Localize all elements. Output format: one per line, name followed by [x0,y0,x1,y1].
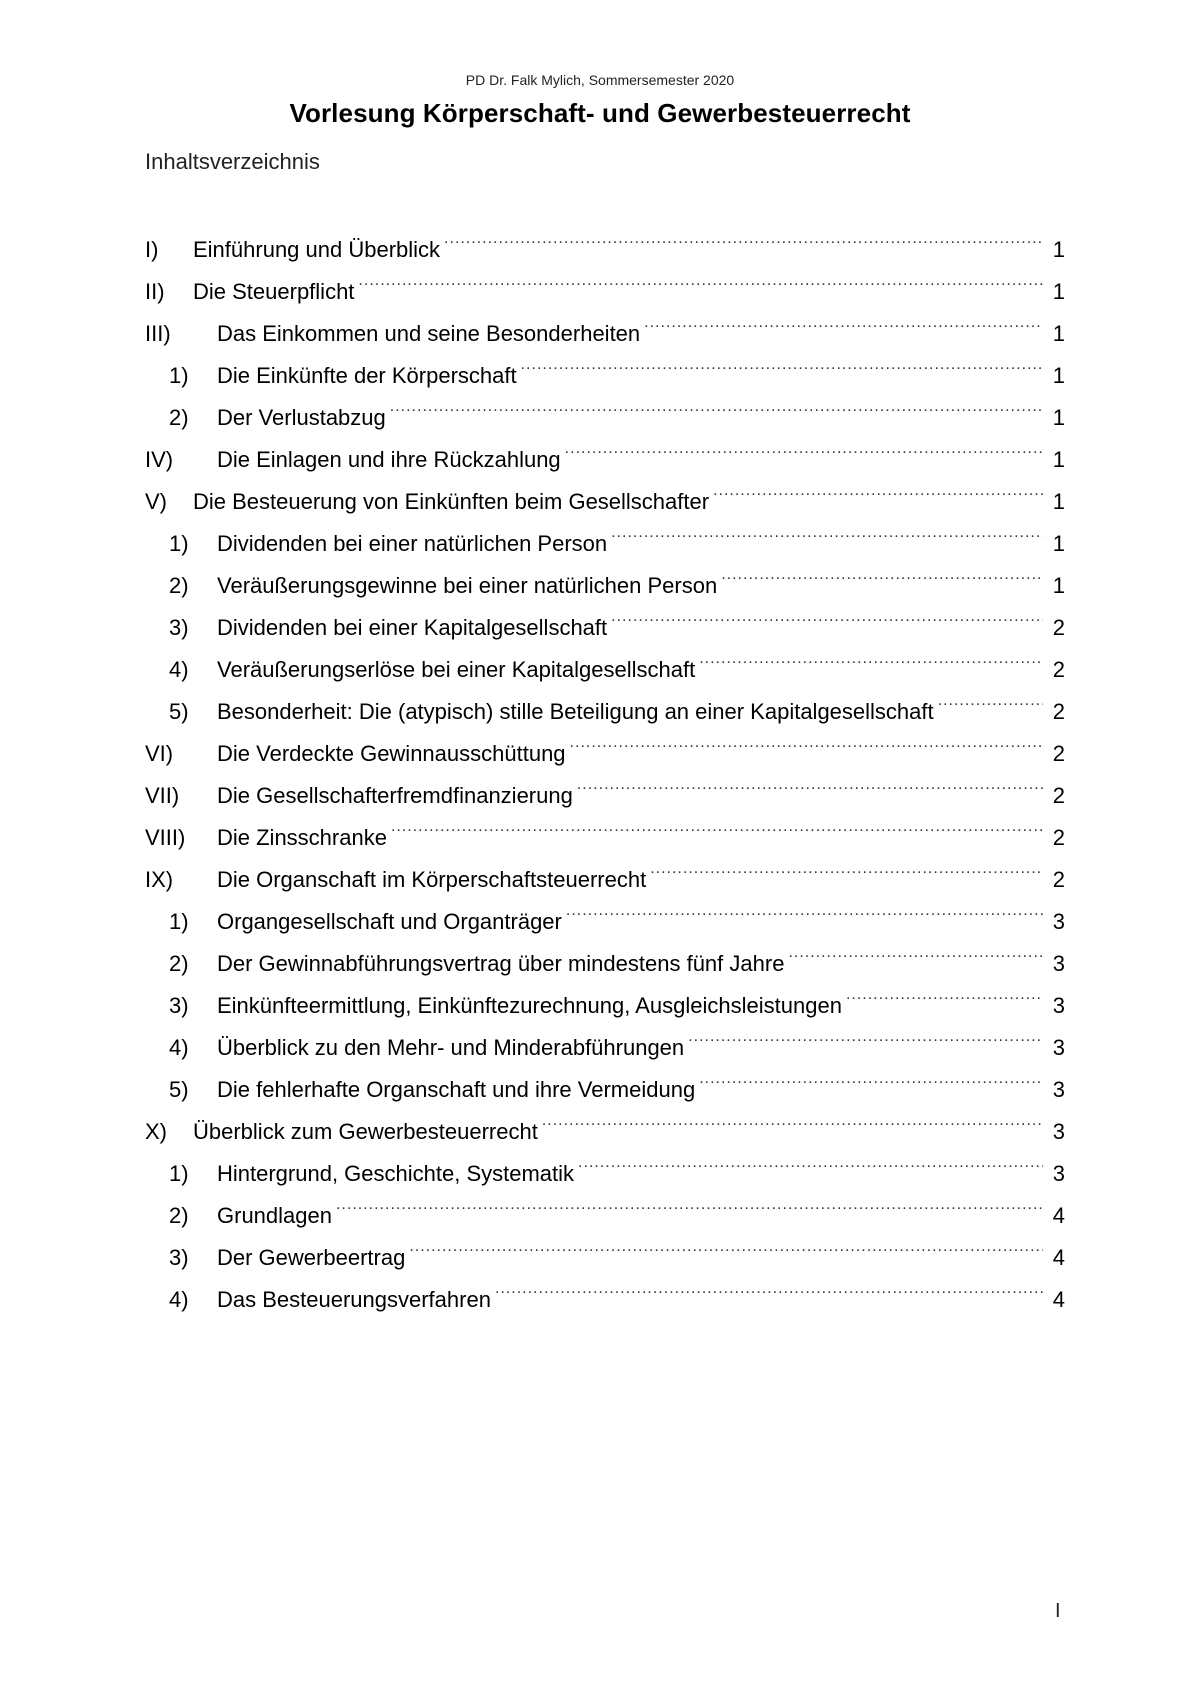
toc-dot-leader [336,1195,1043,1223]
toc-dot-leader [358,271,1043,299]
toc-entry-page: 3 [1052,951,1065,976]
toc-entry-number: 1) [169,909,189,934]
toc-dot-leader [721,565,1043,593]
toc-entry-title: Dividenden bei einer natürlichen Person [217,531,608,556]
toc-entry[interactable] [145,355,1065,397]
toc-entry-title: Einführung und Überblick [193,237,441,262]
toc-entry[interactable] [145,607,1065,649]
toc-dot-leader [444,229,1043,257]
toc-entry-title: Die Organschaft im Körperschaftsteuerrecht [217,867,647,892]
toc-entry-page: 4 [1052,1287,1065,1312]
toc-entry-number: VII) [145,783,180,808]
document-title: Vorlesung Körperschaft- und Gewerbesteuerrecht [289,98,911,128]
toc-dot-leader [699,1069,1043,1097]
toc-entry[interactable] [145,565,1065,607]
toc-entry-title: Die Einlagen und ihre Rückzahlung [217,447,561,472]
toc-entry[interactable] [145,775,1065,817]
toc-dot-leader [611,607,1043,635]
toc-entry-number: 3) [169,1245,189,1270]
toc-entry-number: 1) [169,363,189,388]
toc-entry-title: Veräußerungsgewinne bei einer natürlichen Person [217,573,718,598]
toc-entry-page: 3 [1052,1035,1065,1060]
toc-entry-number: 2) [169,573,189,598]
toc-entry-title: Die Zinsschranke [217,825,387,850]
toc-entry-page: 2 [1052,615,1065,640]
toc-entry-page: 2 [1052,867,1065,892]
toc-entry-number: 4) [169,1287,189,1312]
toc-entry[interactable] [145,859,1065,901]
toc-entry-number: VI) [145,741,174,766]
toc-entry-number: 5) [169,1077,189,1102]
toc-entry-title: Das Besteuerungsverfahren [217,1287,491,1312]
toc-entry-number: IV) [145,447,174,472]
toc-entry-title: Das Einkommen und seine Besonderheiten [217,321,641,346]
toc-entry[interactable] [145,1237,1065,1279]
toc-entry-page: 3 [1052,993,1065,1018]
toc-entry[interactable] [145,229,1065,271]
toc-dot-leader [577,775,1043,803]
toc-entry-number: 4) [169,1035,189,1060]
toc-entry-number: II) [145,279,165,304]
toc-dot-leader [644,313,1043,341]
toc-entry[interactable] [145,1279,1065,1321]
toc-entry[interactable] [145,817,1065,859]
toc-entry-page: 2 [1052,699,1065,724]
toc-entry-title: Der Gewinnabführungsvertrag über mindestens fünf Jahre [217,951,785,976]
toc-entry-page: 1 [1052,447,1065,472]
toc-entry[interactable] [145,1069,1065,1111]
toc-entry-number: IX) [145,867,174,892]
toc-dot-leader [713,481,1043,509]
toc-entry-page: 1 [1052,363,1065,388]
toc-entry[interactable] [145,523,1065,565]
toc-entry-page: 1 [1052,279,1065,304]
toc-entry[interactable] [145,901,1065,943]
toc-entry-title: Die Verdeckte Gewinnausschüttung [217,741,566,766]
toc-entry[interactable] [145,649,1065,691]
toc-dot-leader [521,355,1043,383]
toc-dot-leader [495,1279,1043,1307]
toc-dot-leader [542,1111,1043,1139]
toc-entry-title: Die Besteuerung von Einkünften beim Gesellschafter [193,489,710,514]
toc-entry-title: Überblick zu den Mehr- und Minderabführungen [217,1035,685,1060]
toc-entry[interactable] [145,1195,1065,1237]
toc-entry-page: 1 [1052,405,1065,430]
toc-entry-page: 3 [1052,1077,1065,1102]
toc-entry-page: 1 [1052,489,1065,514]
toc-entry-number: 2) [169,1203,189,1228]
toc-heading: Inhaltsverzeichnis [145,149,320,174]
toc-entry-title: Die Einkünfte der Körperschaft [217,363,517,388]
toc-entry[interactable] [145,397,1065,439]
toc-entry-page: 4 [1052,1245,1065,1270]
toc-entry-title: Die Steuerpflicht [193,279,355,304]
toc-dot-leader [938,691,1043,719]
toc-entry-number: 4) [169,657,189,682]
toc-entry-number: I) [145,237,159,262]
toc-dot-leader [846,985,1043,1013]
toc-entry-number: 2) [169,951,189,976]
toc-entry[interactable] [145,691,1065,733]
toc-dot-leader [611,523,1043,551]
toc-entry-title: Organgesellschaft und Organträger [217,909,562,934]
toc-dot-leader [570,733,1043,761]
toc-entry-page: 1 [1052,321,1065,346]
toc-entry-page: 2 [1052,741,1065,766]
toc-dot-leader [699,649,1043,677]
toc-dot-leader [566,901,1043,929]
toc-entry-page: 1 [1052,573,1065,598]
toc-entry-number: X) [145,1119,167,1144]
toc-entry-title: Grundlagen [217,1203,332,1228]
toc-dot-leader [390,397,1043,425]
toc-entry-number: 3) [169,993,189,1018]
toc-entry-number: 1) [169,531,189,556]
toc-dot-leader [409,1237,1043,1265]
toc-entry-page: 3 [1052,1161,1065,1186]
toc-entry-number: V) [145,489,167,514]
page-number: I [1055,1600,1061,1622]
toc-entry-number: III) [145,321,171,346]
toc-entry-title: Der Verlustabzug [217,405,386,430]
toc-dot-leader [391,817,1043,845]
toc-entry-page: 1 [1052,531,1065,556]
toc-entry[interactable] [145,943,1065,985]
toc-entry-page: 3 [1052,909,1065,934]
toc-entry-title: Besonderheit: Die (atypisch) stille Beteiligung an einer Kapitalgesellschaft [217,699,934,724]
toc-entry-title: Die Gesellschafterfremdfinanzierung [217,783,573,808]
toc-entry-page: 3 [1052,1119,1065,1144]
toc-entry[interactable] [145,481,1065,523]
toc-entry-page: 4 [1052,1203,1065,1228]
toc-entry[interactable] [145,439,1065,481]
toc-entry[interactable] [145,733,1065,775]
toc-entry[interactable] [145,1111,1065,1153]
toc-entry-page: 2 [1052,783,1065,808]
toc-dot-leader [578,1153,1043,1181]
toc-entry[interactable] [145,271,1065,313]
toc-dot-leader [565,439,1043,467]
toc-entry-title: Einkünfteermittlung, Einkünftezurechnung, Ausgleichsleistungen [217,993,842,1018]
toc-entry-page: 1 [1052,237,1065,262]
toc-entry-title: Dividenden bei einer Kapitalgesellschaft [217,615,608,640]
toc-entry[interactable] [145,985,1065,1027]
page-header: PD Dr. Falk Mylich, Sommersemester 2020 [465,72,735,88]
toc-entry-page: 2 [1052,657,1065,682]
toc-entry-number: 3) [169,615,189,640]
toc-entry-number: VIII) [145,825,186,850]
toc-entry-number: 1) [169,1161,189,1186]
toc-dot-leader [650,859,1043,887]
toc-entry-title: Hintergrund, Geschichte, Systematik [217,1161,575,1186]
toc-entry-title: Veräußerungserlöse bei einer Kapitalgesellschaft [217,657,696,682]
table-of-contents [145,229,1065,1321]
toc-dot-leader [688,1027,1043,1055]
toc-dot-leader [788,943,1043,971]
toc-entry-title: Überblick zum Gewerbesteuerrecht [193,1119,538,1144]
toc-entry[interactable] [145,1027,1065,1069]
toc-entry-title: Die fehlerhafte Organschaft und ihre Vermeidung [217,1077,696,1102]
toc-entry-title: Der Gewerbeertrag [217,1245,406,1270]
toc-entry[interactable] [145,313,1065,355]
toc-entry-number: 2) [169,405,189,430]
toc-entry-page: 2 [1052,825,1065,850]
toc-entry[interactable] [145,1153,1065,1195]
toc-entry-number: 5) [169,699,189,724]
